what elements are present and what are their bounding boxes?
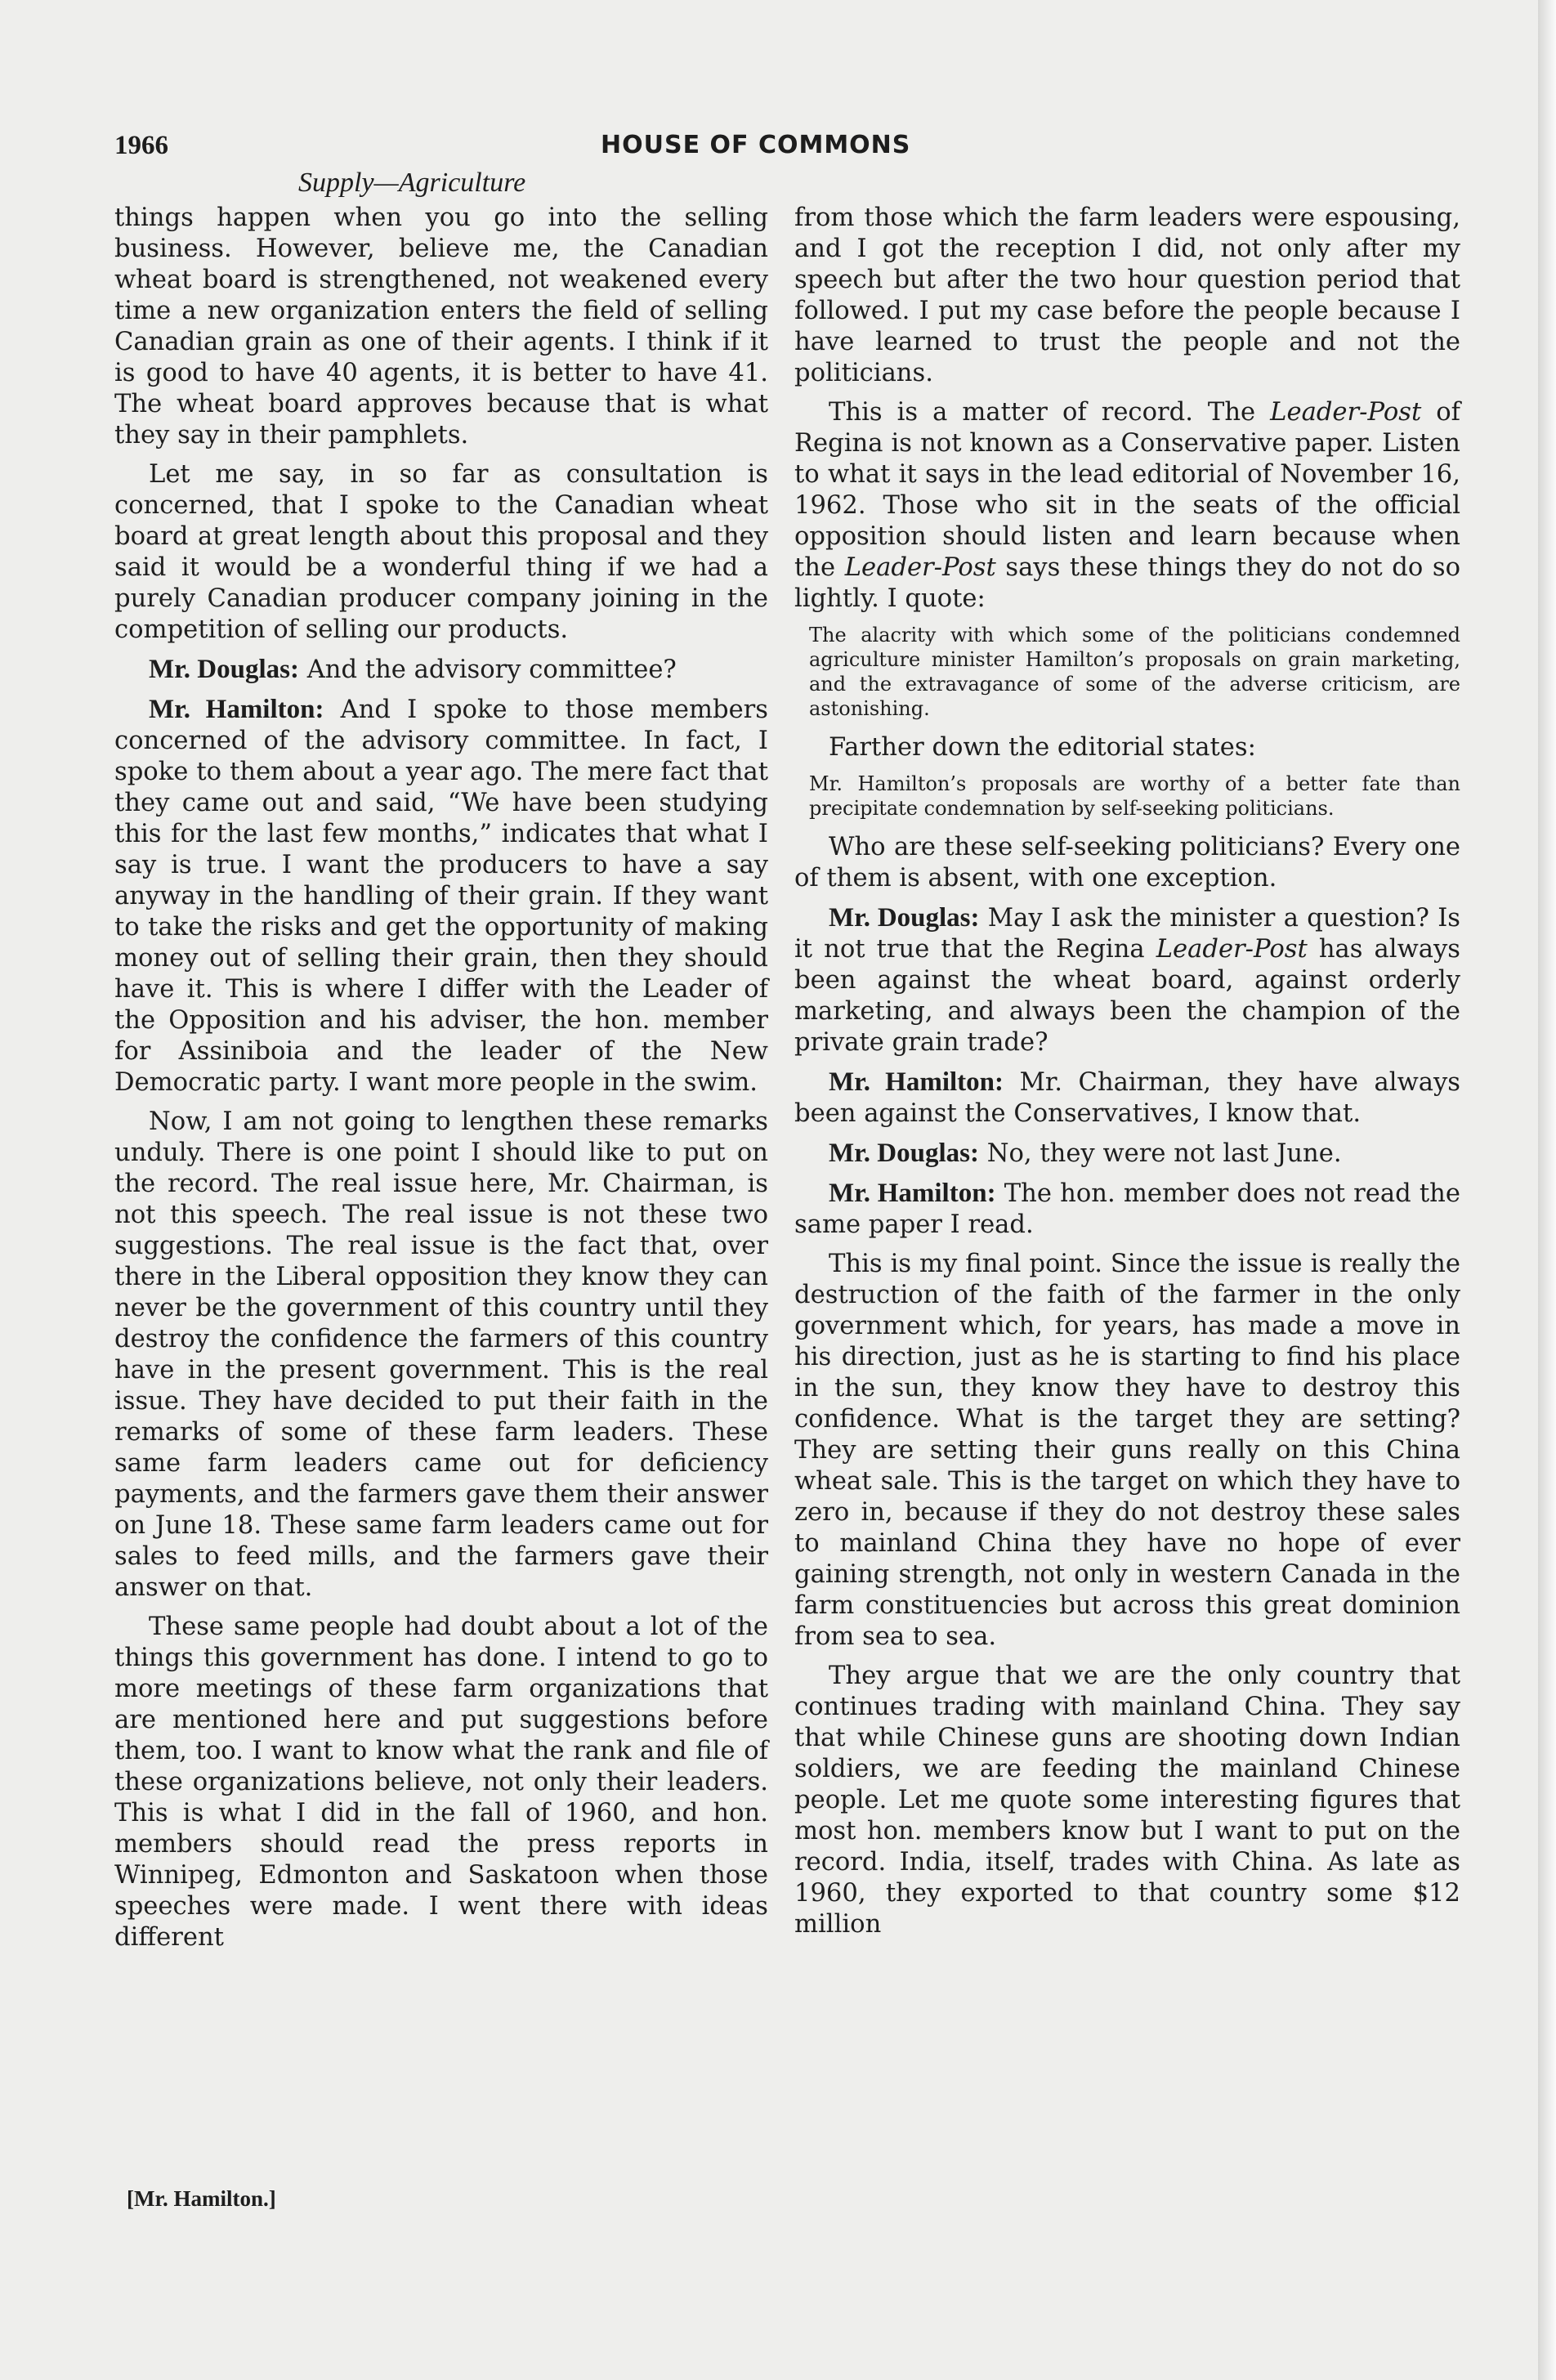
quote-text: The alacrity with which some of the politicians condemned agriculture minister Hamilton’s proposals on grain marketing, and the extravagance of some of the adverse criticism, are astonishing. [809,624,1460,720]
speaker-attribution: [Mr. Hamilton.] [127,2186,276,2211]
speaker-name: Mr. Douglas: [829,1139,979,1168]
newspaper-name: Leader-Post [1270,398,1422,427]
block-quote [794,772,1460,821]
speaker-name: Mr. Hamilton: [829,1179,996,1208]
block-quote [794,623,1460,721]
speech-text: May I ask the minister a question? Is it not true that the Regina [794,904,1460,964]
paragraph: from those which the farm leaders were espousing, and I got the reception I did, not only after my speech but after the two hour question period that followed. I put my case before the people because I have learned to trust the people and not the politicians. [794,204,1460,387]
speech-hamilton [114,694,768,1098]
newspaper-name: Leader-Post [844,553,996,582]
speech-text: And the advisory committee? [306,655,677,684]
text-run: This is a matter of record. The [829,398,1271,427]
section-title: Supply—Agriculture [298,168,526,198]
page-edge-shadow [1538,0,1556,2380]
speaker-name: Mr. Douglas: [829,903,980,933]
newspaper-name: Leader-Post [1156,935,1308,964]
paragraph: This is my final point. Since the issue is really the destruction of the faith of the farmer in the only government which, for years, has made a move in his direction, just as he is starting to find his place in the sun, they know they have to destroy this confidence. What is the target they are setting? They are setting their guns really on this China wheat sale. This is the target on which they have to zero in, because if they do not destroy these sales to mainland China they have no hope of ever gaining strength, not only in western Canada in the farm constituencies but across this great dominion from sea to sea. [794,1250,1460,1651]
running-title: HOUSE OF COMMONS [601,131,911,159]
paragraph [794,397,1460,615]
page-header [114,131,1463,170]
speech-text: has always been against the wheat board, against orderly marketing, and always been the champion of the private grain trade? [794,935,1460,1057]
speech-text: No, they were not last June. [986,1139,1342,1168]
speech-douglas [794,902,1460,1058]
right-column [794,203,1460,1948]
speech-hamilton [794,1067,1460,1130]
paragraph: things happen when you go into the selling business. However, believe me, the Canadian wheat board is strengthened, not weakened every time a new organization enters the field of selling Canadian grain as one of their agents. I think if it is good to have 40 agents, it is better to have 41. The wheat board approves because that is what they say in their pamphlets. [114,204,768,450]
paragraph: They argue that we are the only country that continues trading with mainland China. They say that while Chinese guns are shooting down Indian soldiers, we are feeding the mainland Chinese people. Let me quote some interesting figures that most hon. members know but I want to put on the record. India, itself, trades with China. As late as 1960, they exported to that country some $12 million [794,1662,1460,1939]
speaker-name: Mr. Hamilton: [829,1067,1004,1097]
speech-douglas [114,654,768,686]
text-run: says these things they do not do so lightly. I quote: [794,553,1461,613]
speech-text: Mr. Chairman, they have always been against the Conservatives, I know that. [794,1068,1460,1128]
speech-text: And I spoke to those members concerned of the advisory committee. In fact, I spoke to them about a year ago. The mere fact that they came out and said, “We have been studying this for the last few months,” indicates that what I say is true. I want the producers to have a say anyway in the handling of their grain. If they want to take the risks and get the opportunity of making money out of selling their grain, then they should have it. This is where I differ with the Leader of the Opposition and his adviser, the hon. member for Assiniboia and the leader of the New Democratic party. I want more people in the swim. [114,696,769,1097]
speech-text: The hon. member does not read the same paper I read. [794,1179,1460,1239]
page-number: 1966 [114,131,168,160]
paragraph: Now, I am not going to lengthen these remarks unduly. There is one point I should like to put on the record. The real issue here, Mr. Chairman, is not this speech. The real issue is not these two suggestions. The real issue is the fact that, over there in the Liberal opposition they know they can never be the government of this country until they destroy the confidence the farmers of this country have in the present government. This is the real issue. They have decided to put their faith in the remarks of some of these farm leaders. These same farm leaders came out for deficiency payments, and the farmers gave them their answer on June 18. These same farm leaders came out for sales to feed mills, and the farmers gave their answer on that. [114,1107,768,1602]
speaker-name: Mr. Hamilton: [149,695,324,724]
speech-hamilton [794,1178,1460,1241]
paragraph: Who are these self-seeking politicians? Every one of them is absent, with one exception. [794,833,1460,892]
left-column [114,203,768,1962]
quote-text: Mr. Hamilton’s proposals are worthy of a better fate than precipitate condemnation by self-seeking politicians. [809,772,1460,820]
paragraph: Let me say, in so far as consultation is concerned, that I spoke to the Canadian wheat board at great length about this proposal and they said it would be a wonderful thing if we had a purely Canadian producer company joining in the competition of selling our products. [114,460,768,644]
text-run: of Regina is not known as a Conservative paper. Listen to what it says in the lead editorial of November 16, 1962. Those who sit in the seats of the official opposition should listen and learn because when the [794,398,1461,582]
paragraph: Farther down the editorial states: [829,733,1256,762]
speech-douglas [794,1138,1460,1170]
paragraph: These same people had doubt about a lot of the things this government has done. I intend to go to more meetings of these farm organizations that are mentioned here and put suggestions before them, too. I want to know what the rank and file of these organizations believe, not only their leaders. This is what I did in the fall of 1960, and hon. members should read the press reports in Winnipeg, Edmonton and Saskatoon when those speeches were made. I went there with ideas different [114,1613,768,1952]
speaker-name: Mr. Douglas: [149,655,299,684]
